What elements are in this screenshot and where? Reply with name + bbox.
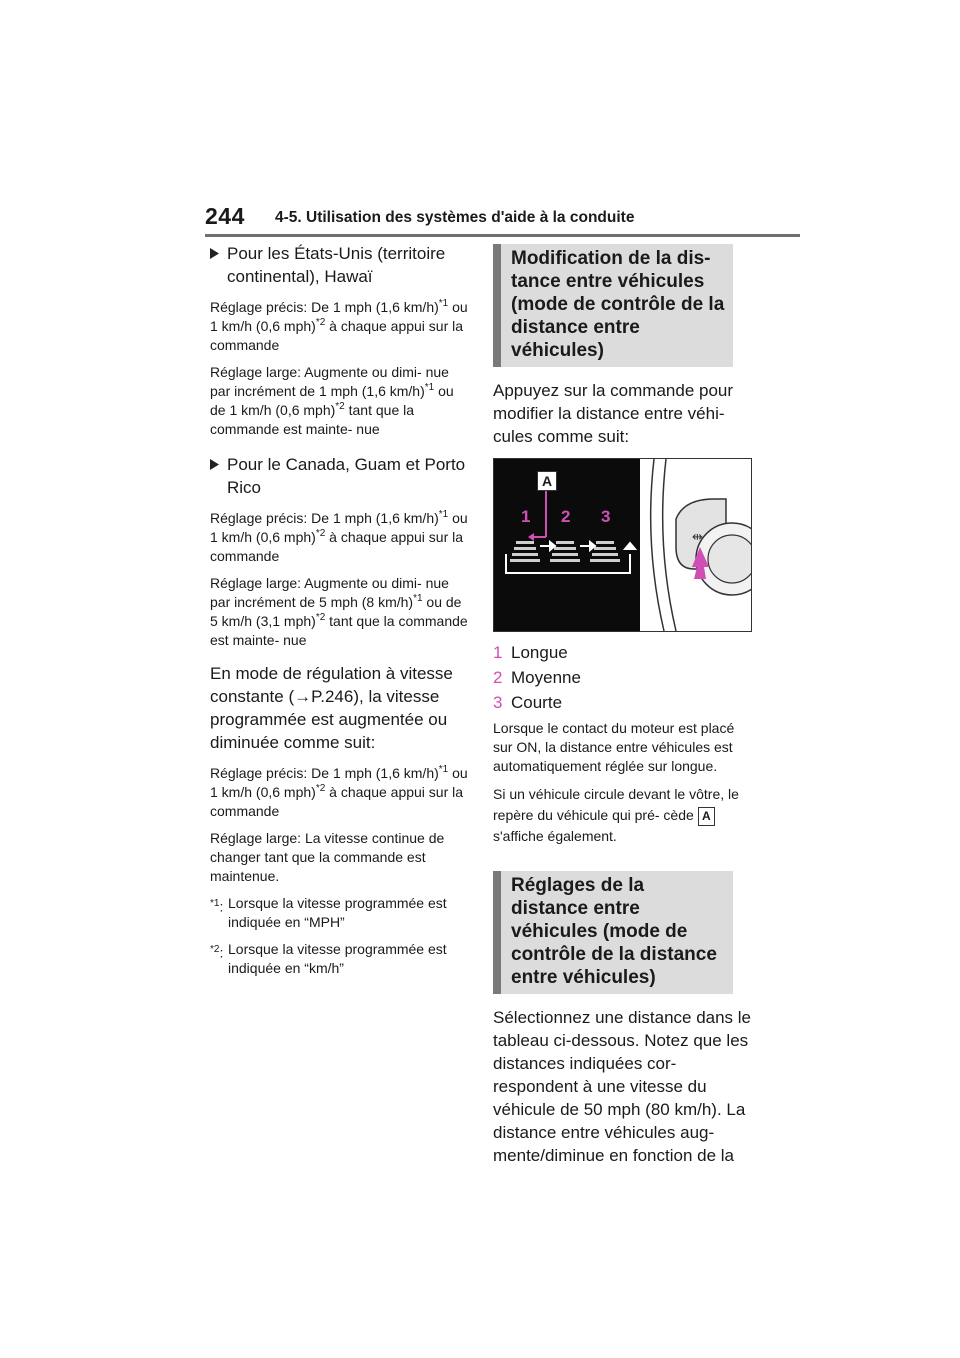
triangle-bullet-icon [210, 242, 227, 288]
list-item: 1 Longue [493, 643, 568, 662]
svg-text:⇹: ⇹ [692, 530, 703, 545]
footnote-2: $^{*2}$: Lorsque la vitesse programmée est indiquée en “km/h” [210, 941, 447, 976]
page-header [205, 203, 800, 237]
figure-num-2: 2 [561, 507, 571, 526]
right-column [493, 244, 755, 1177]
cruise-paragraph: En mode de régulation à vitesse constante (→P.246), la vitesse programmée est augmentée ou diminuée comme suit: [210, 664, 453, 752]
cruise-coarse-setting: Réglage large: La vitesse continue de changer tant que la commande est maintenue. [210, 830, 445, 884]
list-item: 2 Moyenne [493, 668, 581, 687]
figure-num-1: 1 [521, 507, 531, 526]
figure-drawing [494, 459, 751, 631]
label-a-box: A [698, 807, 715, 826]
us-heading: Pour les États-Unis (territoire continental), Hawaï [210, 242, 472, 288]
figure-label-a: A [537, 471, 557, 491]
ca-heading: Pour le Canada, Guam et Porto Rico [210, 453, 472, 499]
distance-switch-figure [493, 458, 752, 632]
us-fine-setting: Réglage précis: De 1 mph (1,6 km/h)$^{*1}$ ou 1 km/h (0,6 mph)$^{*2}$ à chaque appui sur la commande [210, 298, 468, 353]
header-rule [205, 234, 800, 237]
triangle-bullet-icon [210, 453, 227, 499]
intro-paragraph: Appuyez sur la commande pour modifier la distance entre véhi- cules comme suit: [493, 381, 734, 446]
section-title: 4-5. Utilisation des systèmes d'aide à la conduite [275, 209, 635, 226]
note-preceding-vehicle: Si un véhicule circule devant le vôtre, le repère du véhicule qui pré- cède As'affiche également. [493, 786, 739, 844]
section-heading-distance-mode: Modification de la dis- tance entre véhicules (mode de contrôle de la distance entre véhicules) [493, 244, 733, 367]
left-column [210, 242, 472, 986]
settings-paragraph: Sélectionnez une distance dans le tableau ci-dessous. Notez que les distances indiquées cor- respondent à une vitesse du véhicule de 50 mph (80 km/h). La distance entre véhicules aug- mente/diminue en fonction de la [493, 1008, 752, 1165]
ca-fine-setting: Réglage précis: De 1 mph (1,6 km/h)$^{*1}$ ou 1 km/h (0,6 mph)$^{*2}$ à chaque appui sur la commande [210, 509, 468, 564]
page-number: 244 [205, 203, 245, 229]
us-coarse-setting: Réglage large: Augmente ou dimi- nue par incrément de 1 mph (1,6 km/h)$^{*1}$ ou de 1 km/h (0,6 mph)$^{*2}$ tant que la commande est mainte- nue [210, 364, 454, 437]
list-item: 3 Courte [493, 693, 563, 712]
cruise-fine-setting: Réglage précis: De 1 mph (1,6 km/h)$^{*1}$ ou 1 km/h (0,6 mph)$^{*2}$ à chaque appui sur la commande [210, 764, 468, 819]
section-heading-distance-settings: Réglages de la distance entre véhicules (mode de contrôle de la distance entre véhicules) [493, 871, 733, 994]
distance-icons [510, 541, 620, 562]
note-default-distance: Lorsque le contact du moteur est placé sur ON, la distance entre véhicules est automatiquement réglée sur longue. [493, 720, 735, 774]
footnote-1: $^{*1}$: Lorsque la vitesse programmée est indiquée en “MPH” [210, 895, 447, 930]
figure-num-3: 3 [601, 507, 611, 526]
ca-coarse-setting: Réglage large: Augmente ou dimi- nue par incrément de 5 mph (8 km/h)$^{*1}$ ou de 5 km/h (3,1 mph)$^{*2}$ tant que la commande est mainte- nue [210, 575, 468, 648]
